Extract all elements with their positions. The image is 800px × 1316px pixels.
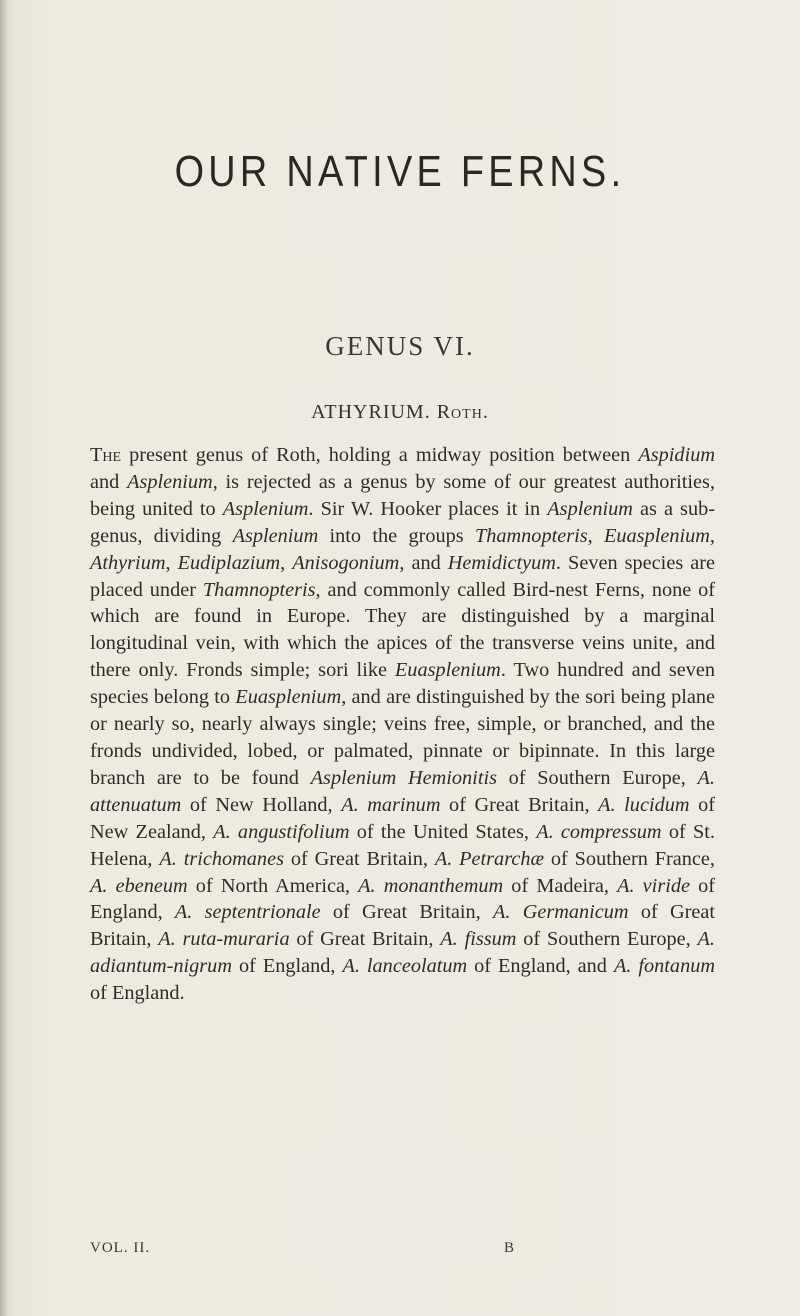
volume-label: VOL. II. [90, 1240, 151, 1256]
genus-name: ATHYRIUM. [311, 401, 431, 423]
paragraph-lead-word: The [90, 444, 122, 466]
genus-author: Roth. [436, 401, 489, 423]
binding-shadow [0, 0, 8, 1316]
page-title: OUR NATIVE FERNS. [174, 147, 626, 196]
paragraph-text: present genus of Roth, holding a midway position between Aspidium and Asplenium, is rejected as a genus by some of our greatest authorities, being united to Asplenium. Sir W. Hooker places it in Asplenium as a sub-genus, dividing Asplenium into the groups Thamnopteris, Euasplenium, Athyrium, Eudiplazium, Anisogonium, and Hemidictyum. Seven species are placed under Thamnopteris, and commonly called Bird-nest Ferns, none of which are found in Europe. They are distinguished by a marginal longitudinal vein, with which the apices of the transverse veins unite, and there only. Fronds simple; sori like Euasplenium. Two hundred and seven species belong to Euasplenium, and are distinguished by the sori being plane or nearly so, nearly always single; veins free, simple, or branched, and the fronds undivided, lobed, or palmated, pinnate or bipinnate. In this large branch are to be found Asplenium Hemionitis of Southern Europe, A. attenuatum of New Holland, A. marinum of Great Britain, A. lucidum of New Zealand, A. angustifolium of the United States, A. compressum of St. Helena, A. trichomanes of Great Britain, A. Petrarchæ of Southern France, A. ebeneum of North America, A. monanthemum of Madeira, A. viride of England, A. septentrionale of Great Britain, A. Germanicum of Great Britain, A. ruta-muraria of Great Britain, A. fissum of Southern Europe, A. adiantum-nigrum of England, A. lanceolatum of England, and A. fontanum of England. [90, 444, 716, 1005]
signature-mark: B [503, 1240, 515, 1256]
body-paragraph [90, 442, 715, 1007]
page-footer [90, 1240, 715, 1257]
genus-heading: GENUS VI. [325, 331, 475, 361]
genus-subtitle [0, 401, 800, 424]
